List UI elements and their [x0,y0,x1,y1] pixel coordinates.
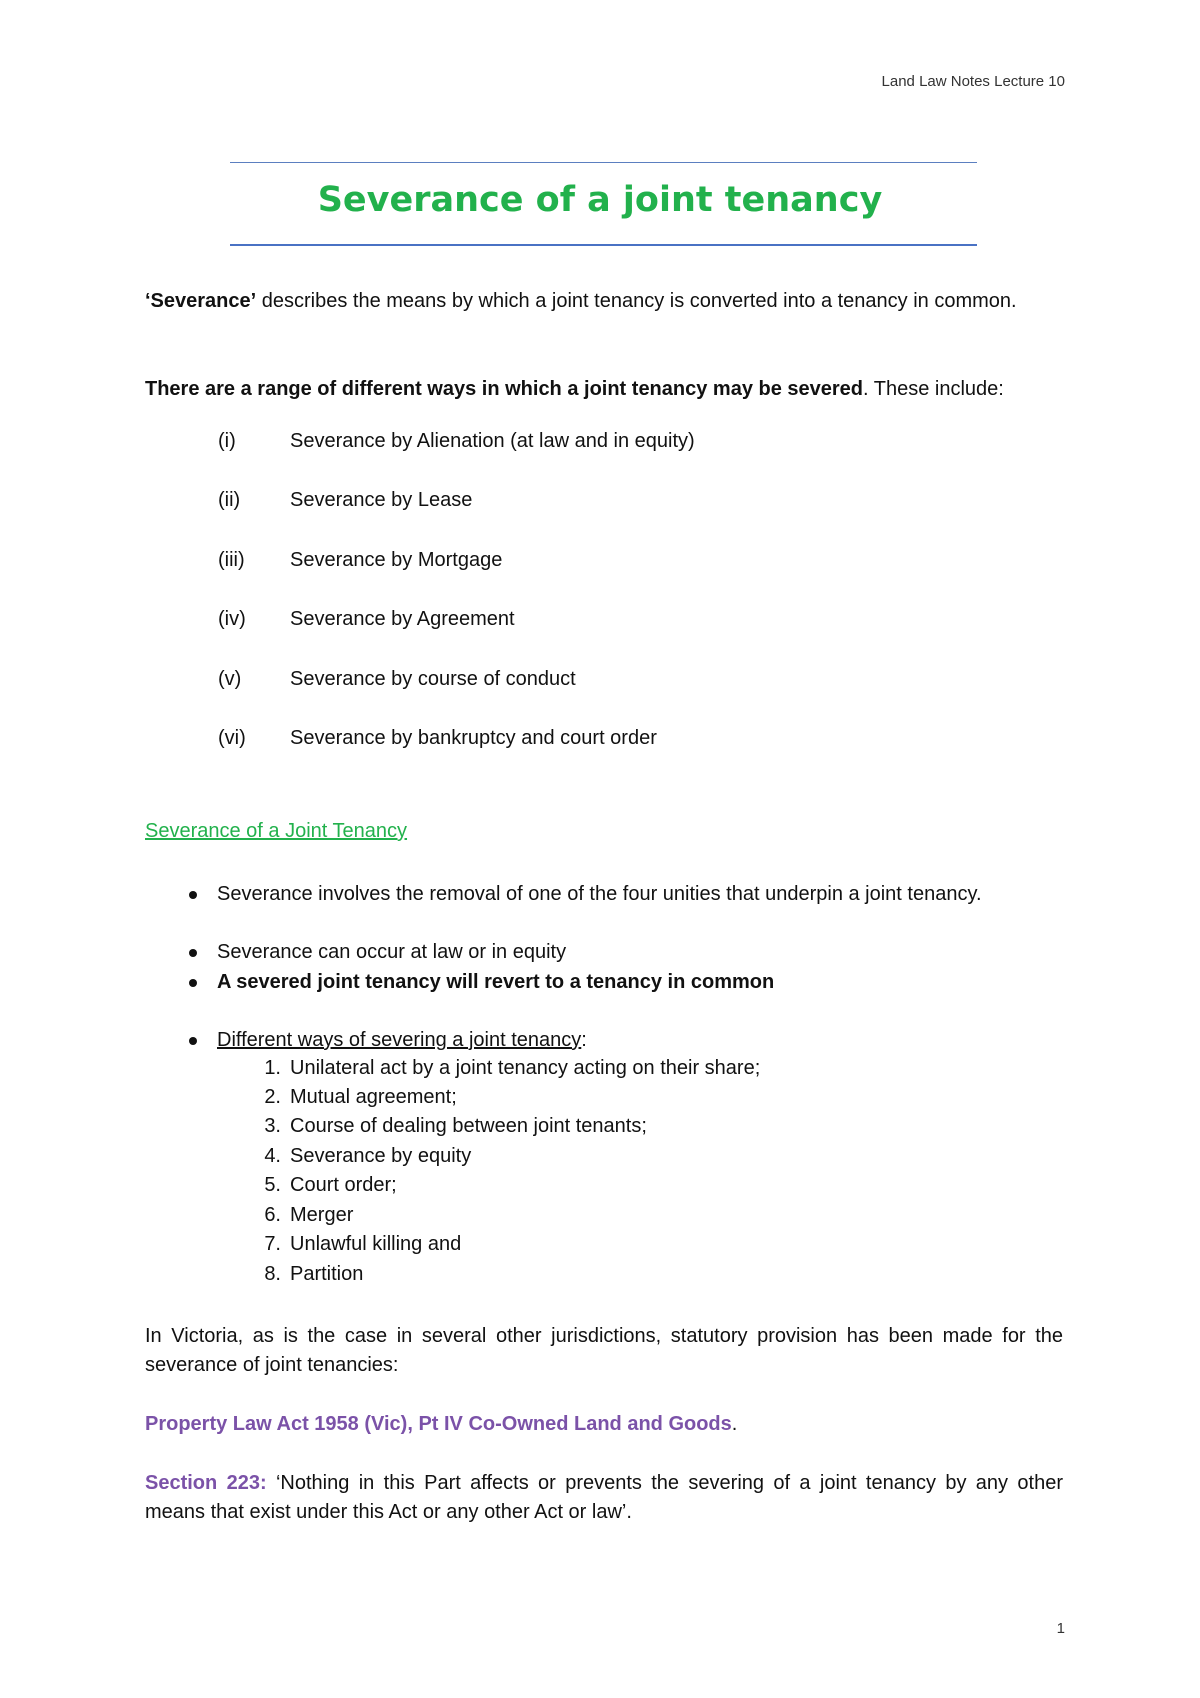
title-bottom-rule [230,244,977,246]
ranges-paragraph [145,375,1063,404]
statute-citation [145,1410,1063,1439]
intro-term: ‘Severance’ [145,290,257,312]
statute-end: . [731,1413,738,1435]
title-top-rule [230,162,977,163]
list-item-text: Severance by Lease [290,489,473,511]
section-subheading: Severance of a Joint Tenancy [145,820,408,842]
page-number: 1 [1056,1620,1065,1637]
list-item-text: Severance by course of conduct [290,668,576,690]
numbered-item [264,1233,462,1256]
intro-paragraph [145,287,1063,316]
list-item-text: Severance by Alienation (at law and in equity) [290,430,695,452]
page-title: Severance of a joint tenancy [317,180,883,220]
numbered-item [264,1115,647,1138]
numbered-item-number: 6. [264,1204,281,1226]
numbered-item [264,1263,364,1286]
numbered-item [264,1174,397,1197]
bullet-text: Severance involves the removal of one of the four unities that underpin a joint tenancy. [217,883,982,905]
numbered-item-text: Severance by equity [290,1145,472,1167]
bullet-item [217,938,1017,967]
list-item-text: Severance by bankruptcy and court order [290,727,657,749]
bullet-text: A severed joint tenancy will revert to a tenancy in common [217,971,775,993]
list-item-text: Severance by Agreement [290,608,515,630]
running-header: Land Law Notes Lecture 10 [881,73,1065,90]
intro-text: describes the means by which a joint tenancy is converted into a tenancy in common. [256,290,1017,312]
numbered-item-text: Mutual agreement; [290,1086,457,1108]
numbered-item [264,1086,457,1109]
bullet-dot-icon [189,979,197,987]
bullet-item [217,880,1017,909]
numbered-item-number: 8. [264,1263,281,1285]
list-item-number: (iv) [218,608,246,630]
bullet-text: Severance can occur at law or in equity [217,941,567,963]
section-paragraph [145,1469,1063,1527]
list-item-number: (vi) [218,727,246,749]
numbered-item-text: Unilateral act by a joint tenancy acting on their share; [290,1057,761,1079]
section-label: Section 223: [145,1472,267,1494]
list-item-number: (v) [218,668,242,690]
numbered-item-text: Course of dealing between joint tenants; [290,1115,647,1137]
numbered-item-text: Partition [290,1263,364,1285]
numbered-item-number: 3. [264,1115,281,1137]
bullet-item [217,968,1017,997]
numbered-item-text: Merger [290,1204,354,1226]
ranges-rest: . These include: [863,378,1004,400]
bullet-dot-icon [189,949,197,957]
numbered-item-number: 4. [264,1145,281,1167]
numbered-item-number: 5. [264,1174,281,1196]
statute-name: Property Law Act 1958 (Vic), Pt IV Co-Owned Land and Goods [145,1413,732,1435]
list-item-text: Severance by Mortgage [290,549,503,571]
numbered-item [264,1145,472,1168]
bullet-item [217,1026,1017,1055]
ranges-bold: There are a range of different ways in which a joint tenancy may be severed [145,378,864,400]
section-quote: ‘Nothing in this Part affects or prevents the severing of a joint tenancy by any other means that exist under this Act or any other Act or law’. [145,1472,1063,1523]
numbered-item [264,1204,354,1227]
numbered-item-text: Unlawful killing and [290,1233,462,1255]
bullet-dot-icon [189,891,197,899]
victoria-paragraph: In Victoria, as is the case in several other jurisdictions, statutory provision has been made for the severance of joint tenancies: [145,1325,1063,1376]
numbered-item-number: 1. [264,1057,281,1079]
numbered-item-text: Court order; [290,1174,397,1196]
bullet-dot-icon [189,1037,197,1045]
list-item-number: (i) [218,430,236,452]
different-ways-label: Different ways of severing a joint tenancy [217,1029,582,1051]
list-item-number: (iii) [218,549,245,571]
list-item-number: (ii) [218,489,241,511]
numbered-item-number: 7. [264,1233,281,1255]
numbered-item-number: 2. [264,1086,281,1108]
numbered-item [264,1057,761,1080]
different-ways-colon: : [581,1029,587,1051]
